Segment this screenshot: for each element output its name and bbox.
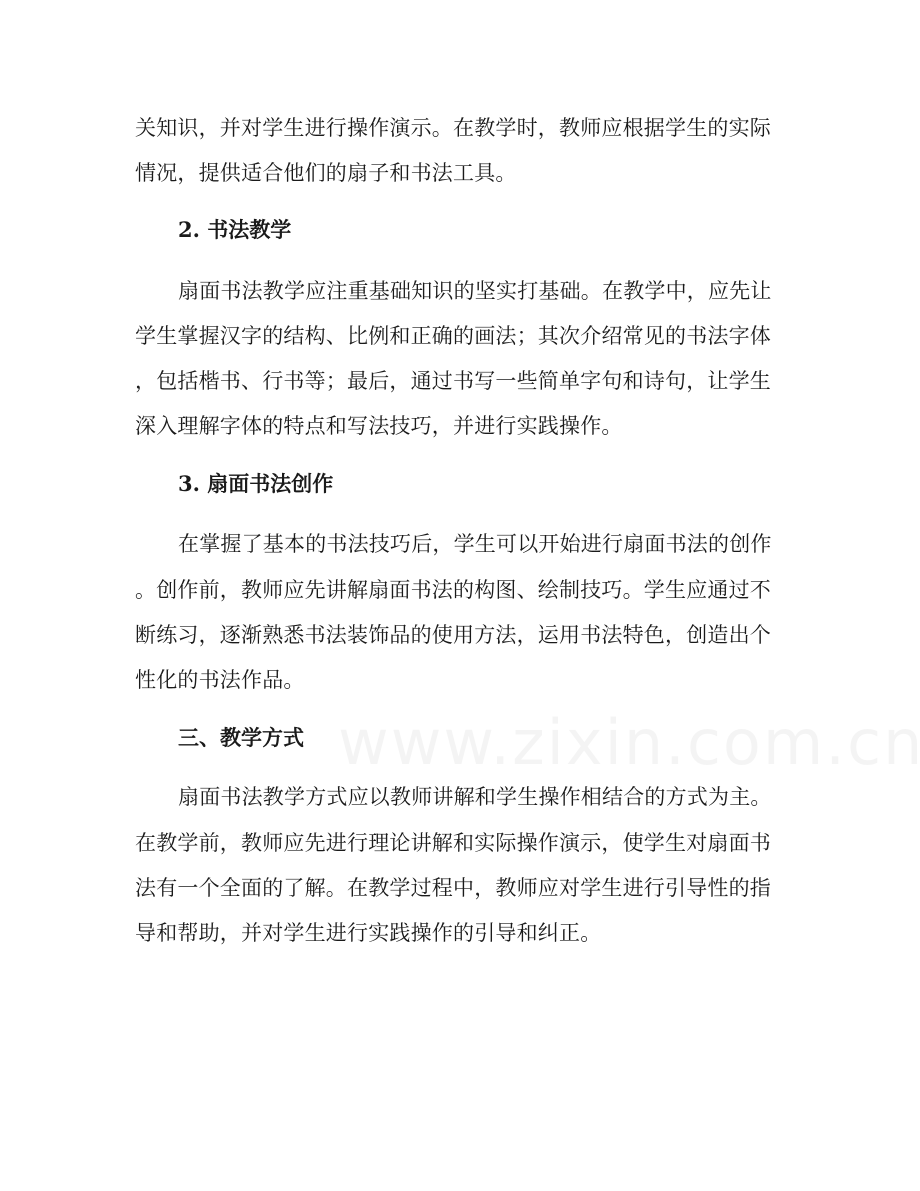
- watermark: [338, 706, 920, 779]
- paragraph-line: 性化的书法作品。: [135, 668, 305, 692]
- section-heading-teaching-methods: 三、教学方式: [178, 725, 304, 750]
- section-heading-3: 3. 扇面书法创作: [178, 471, 334, 496]
- paragraph-line: ，包括楷书、行书等；最后，通过书写一些简单字句和诗句，让学生: [135, 369, 771, 393]
- paragraph-line: 在教学前，教师应先进行理论讲解和实际操作演示，使学生对扇面书: [135, 831, 771, 855]
- paragraph-line: 深入理解字体的特点和写法技巧，并进行实践操作。: [135, 414, 623, 438]
- paragraph-line: 学生掌握汉字的结构、比例和正确的画法；其次介绍常见的书法字体: [135, 324, 771, 348]
- section-heading-2: 2. 书法教学: [178, 217, 292, 242]
- paragraph-line: 断练习，逐渐熟悉书法装饰品的使用方法，运用书法特色，创造出个: [135, 623, 771, 647]
- paragraph-line: 扇面书法教学应注重基础知识的坚实打基础。在教学中，应先让: [178, 279, 772, 303]
- paragraph-line: 导和帮助，并对学生进行实践操作的引导和纠正。: [135, 921, 602, 945]
- paragraph-line: 在掌握了基本的书法技巧后，学生可以开始进行扇面书法的创作: [178, 532, 772, 556]
- paragraph-line: 法有一个全面的了解。在教学过程中，教师应对学生进行引导性的指: [135, 876, 771, 900]
- paragraph-line: 。创作前，教师应先讲解扇面书法的构图、绘制技巧。学生应通过不: [135, 578, 771, 602]
- paragraph-line: 关知识，并对学生进行操作演示。在教学时，教师应根据学生的实际: [135, 116, 771, 140]
- paragraph-line: 扇面书法教学方式应以教师讲解和学生操作相结合的方式为主。: [178, 785, 772, 809]
- paragraph-line: 情况，提供适合他们的扇子和书法工具。: [135, 161, 517, 185]
